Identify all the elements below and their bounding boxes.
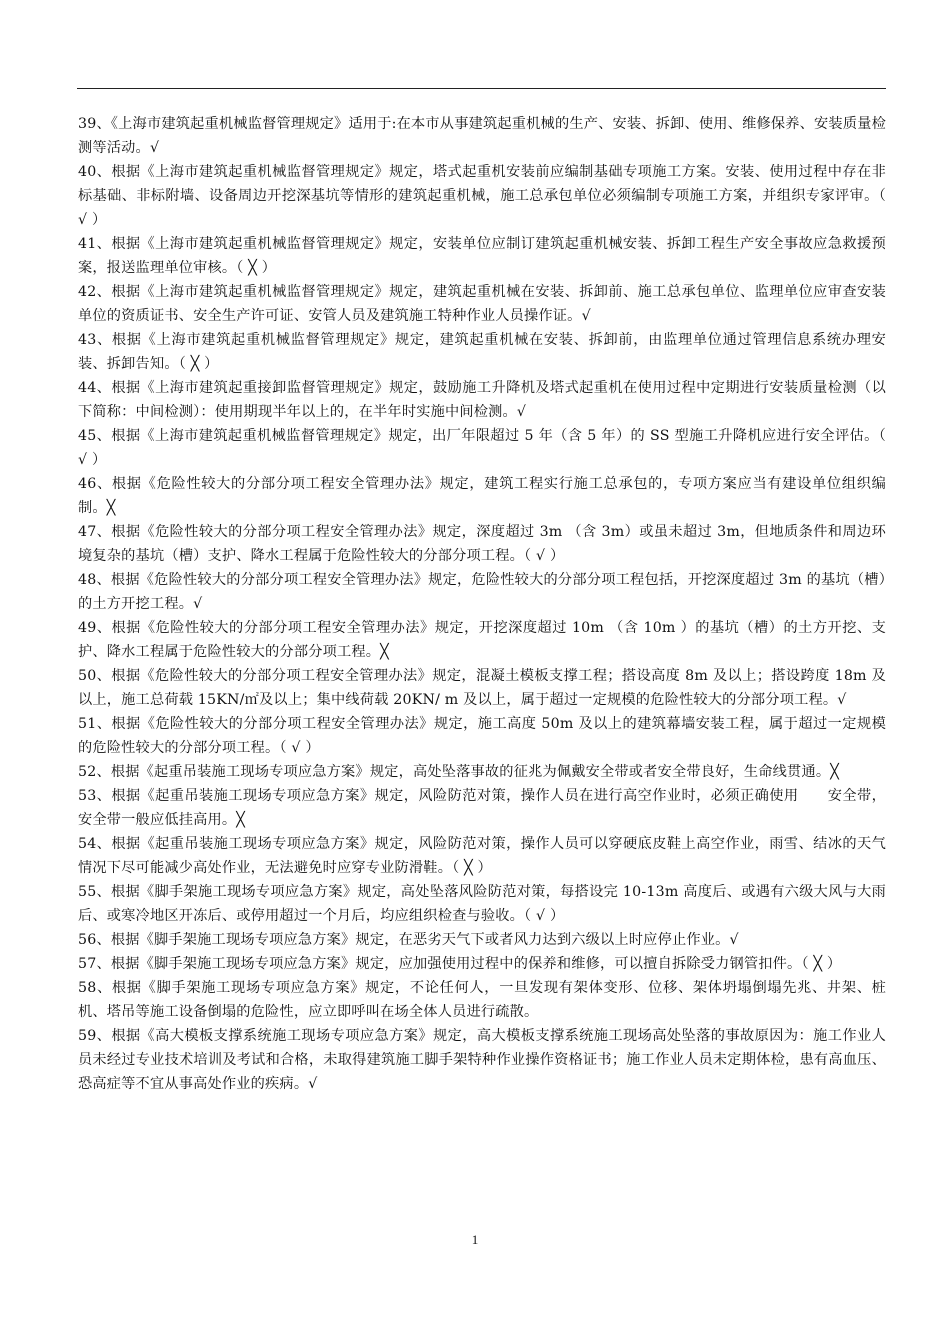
question-text: 根据《上海市建筑起重机械监督管理规定》规定，建筑起重机械在安装、拆卸前，由监理单位通过管理信息系统办理安装、拆卸告知。（ ╳ ） bbox=[78, 332, 887, 372]
question-item bbox=[78, 616, 886, 664]
question-text: 《上海市建筑起重机械监督管理规定》适用于:在本市从事建筑起重机械的生产、安装、拆卸、使用、维修保养、安装质量检测等活动。√ bbox=[78, 116, 886, 156]
question-text: 根据《脚手架施工现场专项应急方案》规定，在恶劣天气下或者风力达到六级以上时应停止作业。√ bbox=[110, 932, 739, 948]
question-item bbox=[78, 376, 886, 424]
question-number: 50、 bbox=[78, 668, 112, 684]
question-number: 57、 bbox=[78, 956, 111, 972]
question-text: 根据《上海市建筑起重接卸监督管理规定》规定，鼓励施工升降机及塔式起重机在使用过程中定期进行安装质量检测（以下简称：中间检测）：使用期现半年以上的，在半年时实施中间检测。√ bbox=[78, 380, 886, 420]
question-item bbox=[78, 880, 886, 928]
question-item bbox=[78, 664, 886, 712]
question-text: 根据《危险性较大的分部分项工程安全管理办法》规定，混凝土模板支撑工程；搭设高度 8m 及以上；搭设跨度 18m 及以上，施工总荷载 15KN/㎡及以上；集中线荷载 20KN/ m 及以上，属于超过一定规模的危险性较大的分部分项工程。√ bbox=[78, 668, 886, 708]
header-rule bbox=[77, 88, 886, 89]
question-item bbox=[78, 712, 886, 760]
question-text: 根据《危险性较大的分部分项工程安全管理办法》规定，建筑工程实行施工总承包的，专项方案应当有建设单位组织编制。╳ bbox=[78, 476, 887, 516]
question-item bbox=[78, 232, 886, 280]
question-text: 根据《起重吊装施工现场专项应急方案》规定，风险防范对策，操作人员在进行高空作业时，必须正确使用 安全带，安全带一般应低挂高用。╳ bbox=[78, 788, 886, 828]
question-text: 根据《起重吊装施工现场专项应急方案》规定，高处坠落事故的征兆为佩戴安全带或者安全带良好，生命线贯通。╳ bbox=[110, 764, 839, 780]
question-number: 45、 bbox=[78, 428, 112, 444]
question-item bbox=[78, 112, 886, 160]
question-item bbox=[78, 832, 886, 880]
question-text: 根据《脚手架施工现场专项应急方案》规定，高处坠落风险防范对策，每搭设完 10-13m 高度后、或遇有六级大风与大雨后、或寒冷地区开冻后、或停用超过一个月后，均应组织检查与验收。（ √ ） bbox=[78, 884, 886, 924]
question-number: 58、 bbox=[78, 980, 112, 996]
question-text: 根据《危险性较大的分部分项工程安全管理办法》规定，施工高度 50m 及以上的建筑幕墙安装工程，属于超过一定规模的危险性较大的分部分项工程。（ √ ） bbox=[78, 716, 887, 756]
question-text: 根据《上海市建筑起重机械监督管理规定》规定，建筑起重机械在安装、拆卸前、施工总承包单位、监理单位应审查安装单位的资质证书、安全生产许可证、安管人员及建筑施工特种作业人员操作证。√ bbox=[78, 284, 886, 324]
question-number: 39、 bbox=[78, 116, 111, 132]
question-text: 根据《高大模板支撑系统施工现场专项应急方案》规定，高大模板支撑系统施工现场高处坠落的事故原因为：施工作业人员未经过专业技术培训及考试和合格，未取得建筑施工脚手架特种作业操作资格证书；施工作业人员未定期体检，患有高血压、恐高症等不宜从事高处作业的疾病。√ bbox=[78, 1028, 886, 1092]
question-number: 47、 bbox=[78, 524, 112, 540]
question-number: 53、 bbox=[78, 788, 112, 804]
question-number: 42、 bbox=[78, 284, 112, 300]
question-text: 根据《上海市建筑起重机械监督管理规定》规定，安装单位应制订建筑起重机械安装、拆卸工程生产安全事故应急救援预案，报送监理单位审核。（ ╳ ） bbox=[78, 236, 886, 276]
page-number: 1 bbox=[471, 1232, 479, 1247]
question-number: 48、 bbox=[78, 572, 111, 588]
question-item bbox=[78, 280, 886, 328]
question-item bbox=[78, 328, 886, 376]
question-text: 根据《危险性较大的分部分项工程安全管理办法》规定，开挖深度超过 10m （含 10m ）的基坑（槽）的土方开挖、支护、降水工程属于危险性较大的分部分项工程。╳ bbox=[78, 620, 886, 660]
question-number: 46、 bbox=[78, 476, 112, 492]
question-text: 根据《上海市建筑起重机械监督管理规定》规定，塔式起重机安装前应编制基础专项施工方案。安装、使用过程中存在非标基础、非标附墙、设备周边开挖深基坑等情形的建筑起重机械，施工总承包单位必须编制专项施工方案，并组织专家评审。（ √ ） bbox=[78, 164, 886, 228]
question-number: 52、 bbox=[78, 764, 111, 780]
question-number: 40、 bbox=[78, 164, 112, 180]
question-item bbox=[78, 784, 886, 832]
question-item bbox=[78, 976, 886, 1024]
question-item bbox=[78, 568, 886, 616]
question-text: 根据《脚手架施工现场专项应急方案》规定，不论任何人，一旦发现有架体变形、位移、架体坍塌倒塌先兆、井架、桩机、塔吊等施工设备倒塌的危险性，应立即呼叫在场全体人员进行疏散。 bbox=[78, 980, 887, 1020]
question-text: 根据《起重吊装施工现场专项应急方案》规定，风险防范对策，操作人员可以穿硬底皮鞋上高空作业，雨雪、结冰的天气情况下尽可能减少高处作业，无法避免时应穿专业防滑鞋。（ ╳ ） bbox=[78, 836, 886, 876]
question-number: 43、 bbox=[78, 332, 112, 348]
question-number: 56、 bbox=[78, 932, 111, 948]
question-item bbox=[78, 160, 886, 232]
question-item bbox=[78, 520, 886, 568]
question-item bbox=[78, 952, 886, 976]
question-text: 根据《危险性较大的分部分项工程安全管理办法》规定，深度超过 3m （含 3m）或虽未超过 3m，但地质条件和周边环境复杂的基坑（槽）支护、降水工程属于危险性较大的分部分项工程。（ √ ） bbox=[78, 524, 886, 564]
question-list bbox=[78, 112, 886, 1096]
question-item bbox=[78, 760, 886, 784]
question-number: 55、 bbox=[78, 884, 112, 900]
question-text: 根据《危险性较大的分部分项工程安全管理办法》规定，危险性较大的分部分项工程包括，开挖深度超过 3m 的基坑（槽）的土方开挖工程。√ bbox=[78, 572, 886, 612]
question-number: 54、 bbox=[78, 836, 112, 852]
question-item bbox=[78, 928, 886, 952]
question-number: 49、 bbox=[78, 620, 112, 636]
question-item bbox=[78, 472, 886, 520]
question-number: 44、 bbox=[78, 380, 112, 396]
question-number: 51、 bbox=[78, 716, 112, 732]
question-number: 59、 bbox=[78, 1028, 112, 1044]
question-text: 根据《上海市建筑起重机械监督管理规定》规定，出厂年限超过 5 年（含 5 年）的 SS 型施工升降机应进行安全评估。（ √ ） bbox=[78, 428, 886, 468]
question-number: 41、 bbox=[78, 236, 112, 252]
question-item bbox=[78, 424, 886, 472]
question-item bbox=[78, 1024, 886, 1096]
question-text: 根据《脚手架施工现场专项应急方案》规定，应加强使用过程中的保养和维修，可以擅自拆除受力钢管扣件。（ ╳ ） bbox=[110, 956, 842, 972]
